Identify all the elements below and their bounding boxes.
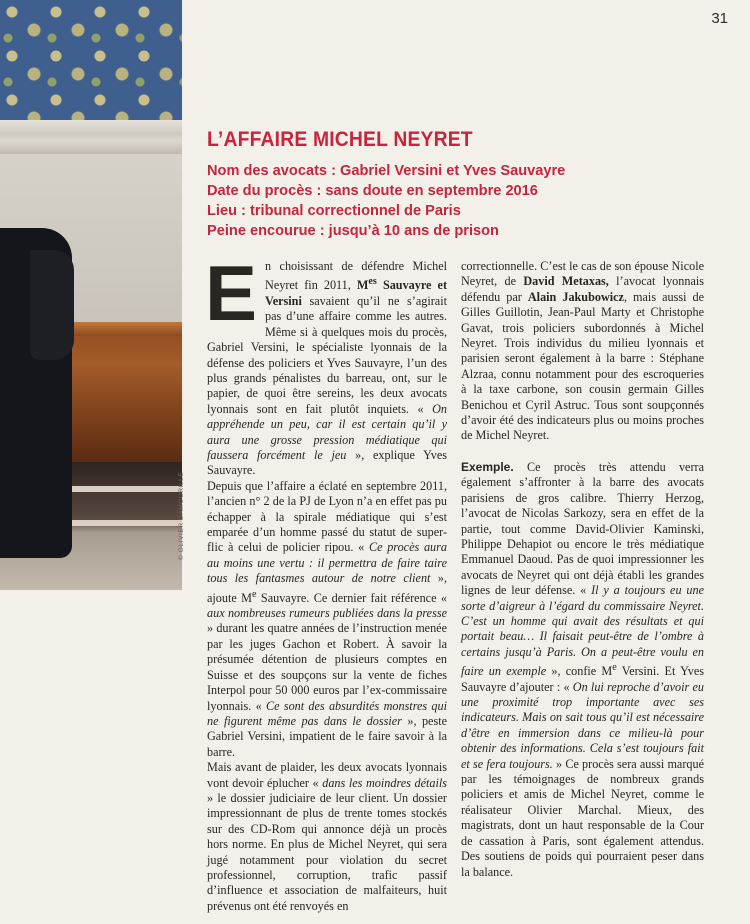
article-column-right	[461, 259, 704, 880]
drop-cap: E	[205, 249, 258, 337]
paragraph: correctionnelle. C’est le cas de son épouse Nicole Neyret, de David Metaxas, l’avocat lyonnais défendu par Alain Jakubowicz, mais aussi de Gilles Guillotin, Jean-Paul Marty et Christophe Gavat, trois policiers subordonnés à Michel Neyret. Trois individus du milieu lyonnais et parisien seront également à la barre : Stéphane Alzraa, connu notamment pour des escroqueries à la taxe carbone, son cousin germain Gilles Benichou et Cyril Astruc. Tous sont soupçonnés d’avoir été des indicateurs plus ou moins proches de Michel Neyret.	[461, 259, 705, 443]
paragraph: Exemple. Ce procès très attendu verra également s’affronter à la barre des avocats parisiens de gros calibre. Thierry Herzog, l’avocat de Nicolas Sarkozy, sera en effet de la partie, tout comme David-Olivier Kaminski, Philippe Dehapiot ou encore le très médiatique Emmanuel Daoud. Pas de quoi impressionner les avocats de Neyret qui ont déjà établi les grandes lignes de leur défense. « Il y a toujours eu une sorte d’aigreur à l’égard du commissaire Neyret. C’est un homme qui avait des résultats et qui portait beau… Il faisait peut-être de l’ombre à certains jusqu’à Paris. On a peut-être voulu en faire un exemple », confie Me Versini. Et Yves Sauvayre d’ajouter : « On lui reproche d’avoir eu une proximité trop importante avec ses indicateurs. Mais on sait tous qu’il est nécessaire d’être en immersion dans ce milieu-là pour obtenir des informations. Cela s’est toujours fait et se fera toujours. » Ce procès sera aussi marqué par les témoignages de nombreux grands policiers et amis de Michel Neyret, comme le réalisateur Olivier Marchal. Mieux, des magistrats, dont un haut responsable de la Cour de cassation à Paris, sont également attendus. Des soutiens de poids qui pourraient peser dans la balance.	[461, 459, 705, 879]
fact-sentence: Peine encourue : jusqu’à 10 ans de prison	[207, 223, 499, 239]
fact-box	[207, 161, 707, 241]
wall-molding	[0, 120, 182, 154]
article-title: L’AFFAIRE MICHEL NEYRET	[207, 128, 473, 151]
paragraph: Mais avant de plaider, les deux avocats lyonnais vont devoir éplucher « dans les moindres détails » le dossier judiciaire de leur client. Un dossier impressionnant de plus de trente tomes stockés sur des CD-Rom qui annonce déjà un procès hors norme. En plus de Michel Neyret, qui sera jugé notamment pour violation du secret professionnel, corruption, trafic passif d’influence et association de malfaiteurs, huit prévenus ont été renvoyés en	[207, 760, 447, 913]
photo-credit: © OLIVIER DAMOURILLE	[178, 471, 185, 560]
article-photo	[0, 0, 182, 590]
fact-venue: Lieu : tribunal correctionnel de Paris	[207, 203, 461, 219]
wallpaper-pattern	[0, 0, 182, 120]
page-number: 31	[711, 10, 728, 27]
fact-lawyers: Nom des avocats : Gabriel Versini et Yves Sauvayre	[207, 163, 566, 179]
paragraph: Depuis que l’affaire a éclaté en septembre 2011, l’ancien n° 2 de la PJ de Lyon n’a en effet pas pu échapper à la spirale médiatique qui s’est emparée d’un homme passé du statut de super-flic à celui de policier ripou. « Ce procès aura au moins une vertu : il permettra de faire taire tous les fantasmes autour de notre client », ajoute Me Sauvayre. Ce dernier fait référence « aux nombreuses rumeurs publiées dans la presse » durant les quatre années de l’instruction menée par les juges Gachon et Robert. À savoir la présumée détention de plusieurs comptes en Suisse et des soupçons sur la vente de fiches Interpol pour 50 000 euros par l’ex-commissaire lyonnais. « Ce sont des absurdités monstres qui ne figurent même pas dans le dossier », peste Gabriel Versini, impatient de le faire savoir à la barre.	[207, 478, 448, 759]
paragraph: En choisissant de défendre Michel Neyret fin 2011, $M^{es}$ Sauvayre et Versini savaient qu’il ne s’agirait pas d’une affaire comme les autres. Même si à quelques mois du procès, Gabriel Versini, le spécialiste lyonnais de la défense des policiers et Yves Sauvayre, l’un des plus grands pénalistes du barreau, ont, sur le papier, de quoi être sereins, les deux avocats lyonnais sont en fait plutôt inquiets. « On appréhende un peu, car il est certain qu’il y aura une grosse pression médiatique qui faussera forcément le jeu », explique Yves Sauvayre.	[205, 249, 447, 478]
article-column-left	[205, 249, 448, 914]
fact-trial-date: Date du procès : sans doute en septembre 2016	[207, 183, 538, 199]
lawyer-arm	[30, 250, 74, 360]
